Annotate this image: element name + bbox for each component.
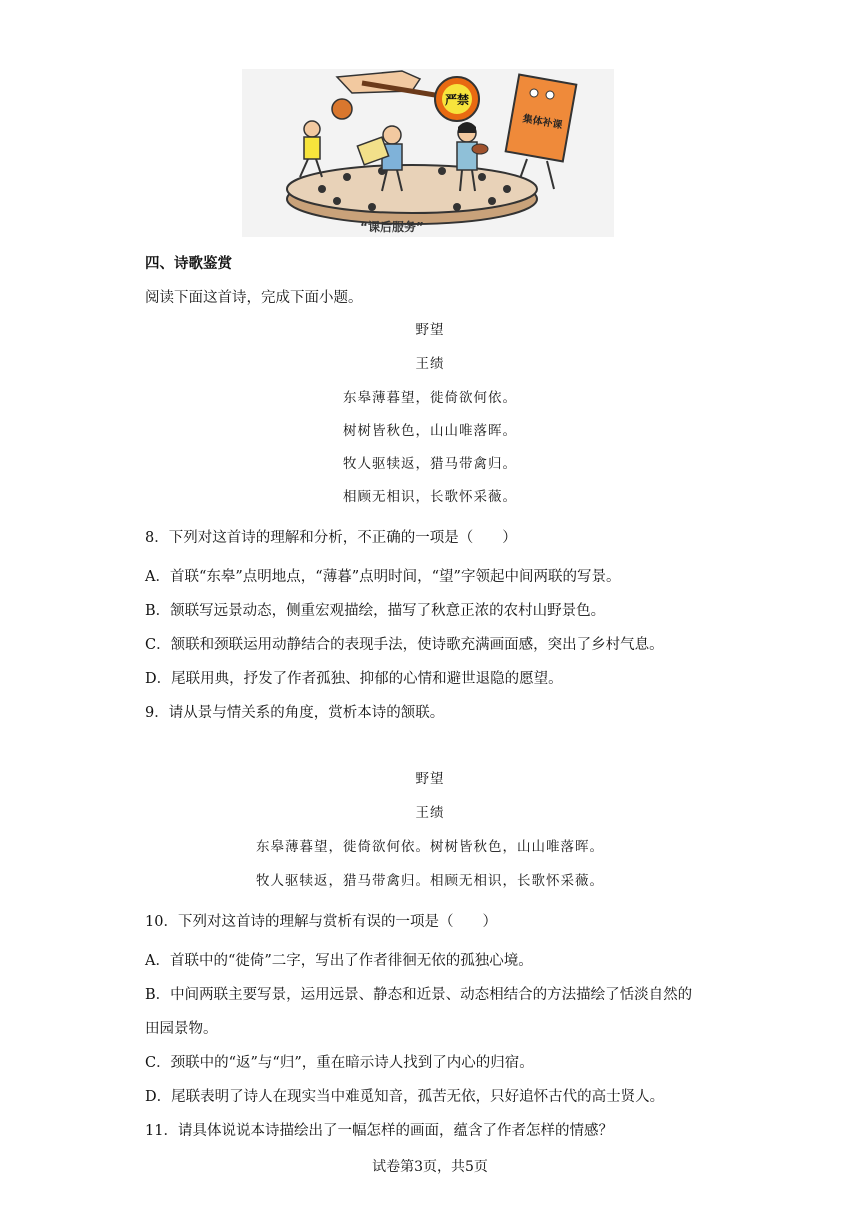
platform-text: “课后服务” xyxy=(360,220,424,234)
poem1-line: 东皋薄暮望，徙倚欲何依。 xyxy=(343,390,517,406)
kid-basketball xyxy=(304,137,320,159)
q10-option-c: C．颈联中的“返”与“归”，重在暗示诗人找到了内心的归宿。 xyxy=(145,1055,534,1071)
ban-sign-text: 严禁 xyxy=(444,93,470,107)
q8-stem: 8．下列对这首诗的理解和分析，不正确的一项是（ ） xyxy=(145,530,517,546)
poem2-line: 东皋薄暮望，徙倚欲何依。树树皆秋色，山山唯落晖。 xyxy=(256,839,604,855)
q10-option-b-cont: 田园景物。 xyxy=(145,1021,218,1037)
q8-option-d: D．尾联用典，抒发了作者孤独、抑郁的心情和避世退隐的愿望。 xyxy=(145,671,563,687)
q10-stem: 10．下列对这首诗的理解与赏析有误的一项是（ ） xyxy=(145,914,497,930)
q8-option-c: C．颔联和颈联运用动静结合的表现手法，使诗歌充满画面感，突出了乡村气息。 xyxy=(145,637,664,653)
poem1-title: 野望 xyxy=(415,322,445,338)
cartoon-illustration xyxy=(242,69,614,237)
poem1-author: 王绩 xyxy=(415,356,445,372)
poem2-line: 牧人驱犊返，猎马带禽归。相顾无相识，长歌怀采薇。 xyxy=(256,873,604,889)
poem1-line: 相顾无相识，长歌怀采薇。 xyxy=(343,489,517,505)
q10-option-a: A．首联中的“徙倚”二字，写出了作者徘徊无依的孤独心境。 xyxy=(145,953,533,969)
poem2-author: 王绩 xyxy=(415,805,445,821)
instruction: 阅读下面这首诗，完成下面小题。 xyxy=(145,290,363,306)
book-text: 集体补课 xyxy=(521,113,564,132)
q9-stem: 9．请从景与情关系的角度，赏析本诗的颔联。 xyxy=(145,705,445,721)
section-title: 四、诗歌鉴赏 xyxy=(145,255,232,272)
page-footer: 试卷第3页，共5页 xyxy=(372,1159,488,1175)
basketball xyxy=(332,99,352,119)
poem1-line: 树树皆秋色，山山唯落晖。 xyxy=(343,423,517,439)
poem1-line: 牧人驱犊返，猎马带禽归。 xyxy=(343,456,517,472)
poem2-title: 野望 xyxy=(415,771,445,787)
q8-option-b: B．颔联写远景动态，侧重宏观描绘，描写了秋意正浓的农村山野景色。 xyxy=(145,603,606,619)
q11-stem: 11．请具体说说本诗描绘出了一幅怎样的画面，蕴含了作者怎样的情感？ xyxy=(145,1123,613,1139)
q10-option-b: B．中间两联主要写景，运用远景、静态和近景、动态相结合的方法描绘了恬淡自然的 xyxy=(145,987,693,1003)
q10-option-d: D．尾联表明了诗人在现实当中难觅知音，孤苦无依，只好追怀古代的高士贤人。 xyxy=(145,1089,665,1105)
q8-option-a: A．首联“东皋”点明地点，“薄暮”点明时间，“望”字领起中间两联的写景。 xyxy=(145,569,621,585)
